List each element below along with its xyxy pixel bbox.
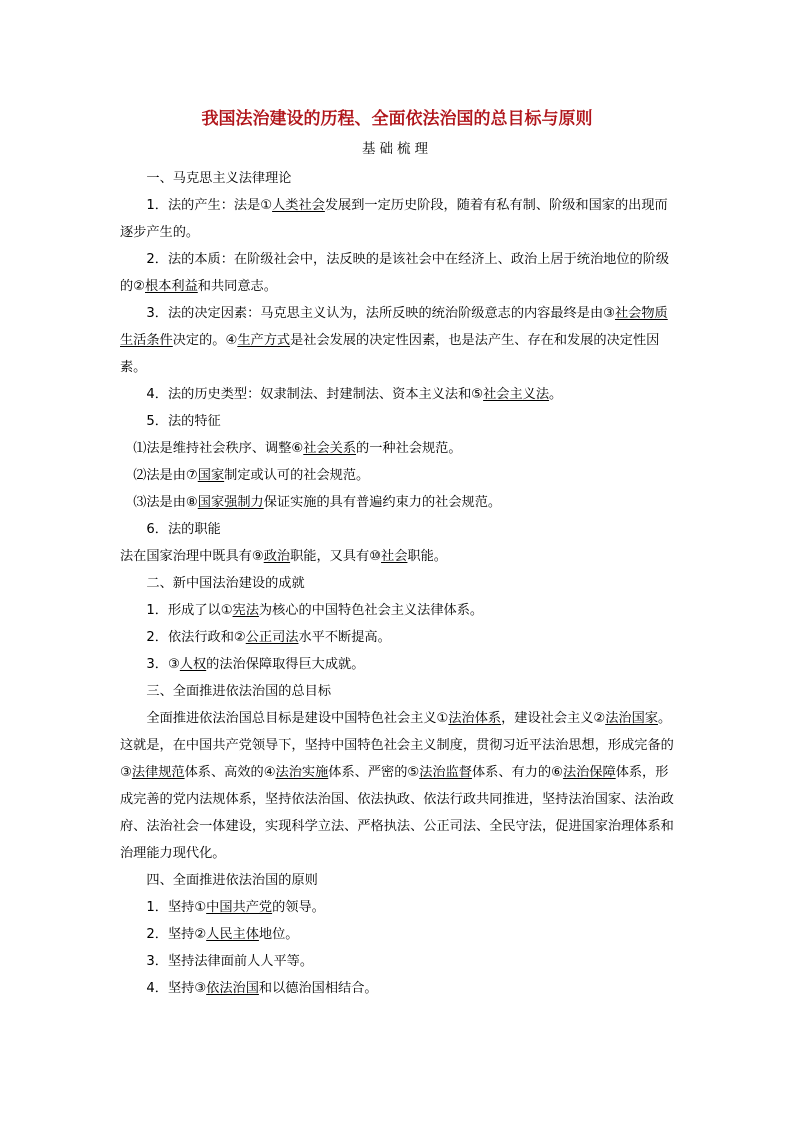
- answer-blank: 法律规范: [131, 765, 185, 780]
- answer-blank: 社会关系: [303, 441, 357, 456]
- answer-blank: 社会: [381, 549, 408, 564]
- document-title: 我国法治建设的历程、全面依法治国的总目标与原则: [201, 109, 593, 129]
- section-heading: 三、全面推进依法治国的总目标: [146, 684, 332, 699]
- answer-blank: 人民主体: [206, 927, 259, 942]
- paragraph: 4．法的历史类型：奴隶制法、封建制法、资本主义法和⑤社会主义法。: [146, 387, 563, 402]
- answer-blank: 根本利益: [145, 279, 198, 294]
- paragraph: 2．依法行政和②公正司法水平不断提高。: [146, 630, 391, 645]
- paragraph: 1．形成了以①宪法为核心的中国特色社会主义法律体系。: [146, 603, 484, 618]
- paragraph: 3．法的决定因素：马克思主义认为，法所反映的统治阶级意志的内容最终是由③社会物质生活条件决定的。④生产方式是社会发展的决定性因素，也是法产生、存在和发展的决定性因素。: [120, 306, 668, 375]
- answer-blank: 法治保障: [562, 765, 616, 780]
- list-item: ⑶法是由⑧国家强制力保证实施的具有普遍约束力的社会规范。: [133, 495, 502, 510]
- answer-blank: 人权: [179, 657, 207, 672]
- answer-blank: 人类社会: [272, 198, 325, 213]
- paragraph: 3．坚持法律面前人人平等。: [146, 954, 314, 969]
- paragraph: 1．坚持①中国共产党的领导。: [146, 900, 325, 915]
- answer-blank: 公正司法: [245, 630, 299, 645]
- paragraph: 3．③人权的法治保障取得巨大成就。: [146, 657, 365, 672]
- answer-blank: 宪法: [232, 603, 259, 618]
- document-body: [120, 165, 676, 1002]
- list-item: ⑴法是维持社会秩序、调整⑥社会关系的一种社会规范。: [133, 441, 462, 456]
- section-heading: 二、新中国法治建设的成就: [146, 576, 305, 591]
- paragraph: 法在国家治理中既具有⑨政治职能，又具有⑩社会职能。: [120, 549, 447, 564]
- paragraph: 6．法的职能: [146, 522, 221, 537]
- section-heading: 一、马克思主义法律理论: [146, 171, 292, 186]
- paragraph: 1．法的产生：法是①人类社会发展到一定历史阶段，随着有私有制、阶级和国家的出现而逐步产生的。: [120, 198, 668, 240]
- section-heading: 四、全面推进依法治国的原则: [146, 873, 318, 888]
- paragraph: 5．法的特征: [146, 414, 221, 429]
- answer-blank: 社会主义法: [483, 387, 550, 402]
- answer-blank: 生产方式: [237, 333, 291, 348]
- answer-blank: 法治监督: [419, 765, 472, 780]
- paragraph: 2．坚持②人民主体地位。: [146, 927, 299, 942]
- answer-blank: 法治实施: [275, 765, 329, 780]
- answer-blank: 法治国家: [605, 711, 658, 726]
- answer-blank: 国家: [197, 468, 225, 483]
- section-subtitle: 基础梳理: [362, 141, 432, 157]
- answer-blank: 国家强制力: [197, 495, 264, 510]
- answer-blank: 中国共产党: [206, 900, 273, 915]
- answer-blank: 社会物质生活条件: [120, 306, 668, 348]
- answer-blank: 依法治国: [206, 981, 259, 996]
- paragraph: 全面推进依法治国总目标是建设中国特色社会主义①法治体系，建设社会主义②法治国家。这就是，在中国共产党领导下，坚持中国特色社会主义制度，贯彻习近平法治思想，形成完备的③法律规范体系、高效的④法治实施体系、严密的⑤法治监督体系、有力的⑥法治保障体系，形成完善的党内法规体系，坚持依法治国、依法执政、依法行政共同推进，坚持法治国家、法治政府、法治社会一体建设，实现科学立法、严格执法、公正司法、全民守法，促进国家治理体系和治理能力现代化。: [120, 711, 674, 861]
- paragraph: 2．法的本质：在阶级社会中，法反映的是该社会中在经济上、政治上居于统治地位的阶级的②根本利益和共同意志。: [120, 252, 670, 294]
- paragraph: 4．坚持③依法治国和以德治国相结合。: [146, 981, 378, 996]
- answer-blank: 法治体系: [448, 711, 502, 726]
- answer-blank: 政治: [263, 549, 291, 564]
- list-item: ⑵法是由⑦国家制定或认可的社会规范。: [133, 468, 370, 483]
